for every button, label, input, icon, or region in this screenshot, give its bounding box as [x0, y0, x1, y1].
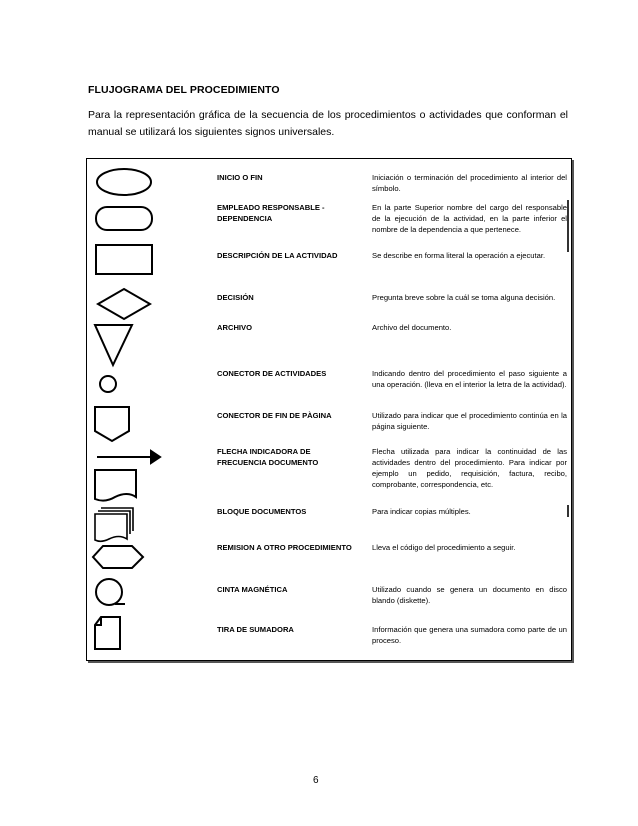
- row-name: INICIO O FIN: [217, 173, 263, 182]
- symbols-column: [87, 159, 167, 660]
- row-name: TIRA DE SUMADORA: [217, 625, 294, 634]
- section-heading: FLUJOGRAMA DEL PROCEDIMIENTO: [88, 84, 280, 96]
- rounded-rectangle-icon: [96, 207, 152, 230]
- row-description: Para indicar copias múltiples.: [372, 507, 471, 516]
- row-description: Indicando dentro del procedimiento el paso siguiente a una operación. (lleva en el interior la letra de la actividad).: [372, 369, 567, 389]
- edge-mark: [567, 200, 569, 252]
- document-icon: [95, 470, 136, 501]
- row-name: ARCHIVO: [217, 323, 253, 332]
- row-description: Flecha utilizada para indicar la continuidad de las actividades dentro del procedimiento. Para indicar por ejemplo un pedido, requisición, factura, recibo, comprobante, correspondencia, etc.: [372, 447, 567, 489]
- rectangle-icon: [96, 245, 152, 274]
- row-name: DECISIÓN: [217, 293, 254, 302]
- row-description: Pregunta breve sobre la cuál se toma alguna decisión.: [372, 293, 556, 302]
- row-description: Iniciación o terminación del procedimiento al interior del símbolo.: [372, 173, 567, 193]
- row-name: BLOQUE DOCUMENTOS: [217, 507, 307, 516]
- ellipse-icon: [97, 169, 151, 195]
- row-name: CONECTOR DE ACTIVIDADES: [217, 369, 327, 378]
- row-name: FLECHA INDICADORA DE FRECUENCIA DOCUMENTO: [217, 447, 319, 467]
- edge-mark: [567, 505, 569, 517]
- inverted-triangle-icon: [95, 325, 132, 365]
- diamond-icon: [98, 289, 150, 319]
- page-connector-icon: [95, 407, 129, 441]
- arrow-icon: [97, 451, 160, 463]
- row-name: CINTA MAGNÉTICA: [217, 585, 288, 594]
- intro-paragraph: Para la representación gráfica de la secuencia de los procedimientos o actividades que conforman el manual se utilizará los siguientes signos universales.: [88, 109, 568, 138]
- row-description: Lleva el código del procedimiento a seguir.: [372, 543, 516, 552]
- row-description: Información que genera una sumadora como parte de un proceso.: [372, 625, 567, 645]
- row-name: CONECTOR DE FIN DE PÀGINA: [217, 411, 332, 420]
- row-description: Utilizado para indicar que el procedimiento continúa en la página siguiente.: [372, 411, 567, 431]
- row-description: Se describe en forma literal la operación a ejecutar.: [372, 251, 546, 260]
- row-name: DESCRIPCIÓN DE LA ACTIVIDAD: [217, 251, 338, 260]
- page-number: 6: [313, 775, 319, 786]
- row-description: Utilizado cuando se genera un documento en disco blando (diskette).: [372, 585, 567, 605]
- magnetic-tape-icon: [96, 579, 125, 605]
- row-description: Archivo del documento.: [372, 323, 452, 332]
- row-description: En la parte Superior nombre del cargo del responsable de la ejecución de la actividad, en la parte inferior el nombre de la dependencia a que pertenece.: [372, 203, 567, 234]
- row-name: REMISION A OTRO PROCEDIMIENTO: [217, 543, 352, 552]
- hexagon-icon: [93, 546, 143, 568]
- circle-icon: [100, 376, 116, 392]
- row-name: EMPLEADO RESPONSABLE - DEPENDENCIA: [217, 203, 325, 223]
- adding-machine-tape-icon: [95, 617, 120, 649]
- multi-document-icon: [95, 508, 133, 541]
